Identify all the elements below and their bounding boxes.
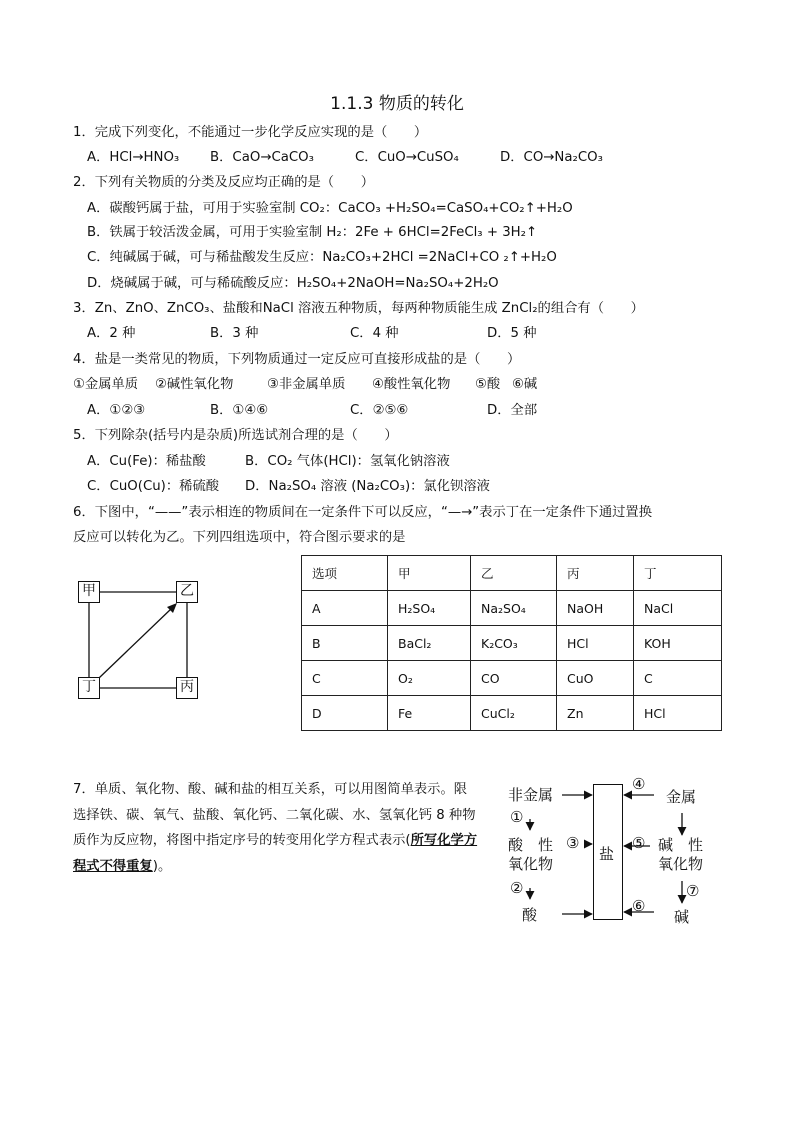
label-metal: 金属 (666, 788, 697, 806)
q4-item-3: ③非金属单质 (267, 377, 346, 392)
table-cell: Fe (388, 696, 471, 731)
q3-option-b: B．3 种 (210, 326, 259, 341)
label-acid-oxide-2: 氧化物 (508, 855, 554, 873)
page-title: 1.1.3 物质的转化 (330, 94, 464, 114)
table-cell: B (302, 626, 388, 661)
diagram-node-yi: 乙 (176, 581, 198, 603)
question-5-stem: 5．下列除杂(括号内是杂质)所选试剂合理的是（ ） (73, 428, 398, 443)
label-acid-oxide-1: 酸 性 (508, 836, 554, 854)
arrow-ding-yi (99, 608, 172, 678)
q3-option-d: D．5 种 (487, 326, 537, 341)
table-cell: A (302, 591, 388, 626)
q1-option-a: A．HCl→HNO₃ (87, 150, 180, 165)
table-row (302, 661, 722, 696)
label-nonmetal: 非金属 (508, 786, 554, 804)
table-cell: C (634, 661, 722, 696)
table-cell: Na₂SO₄ (471, 591, 557, 626)
table-cell: NaOH (557, 591, 634, 626)
diagram-node-bing: 丙 (176, 677, 198, 699)
label-circle-1: ① (510, 808, 524, 826)
table-cell: NaCl (634, 591, 722, 626)
table-cell: C (302, 661, 388, 696)
q2-option-b: B．铁属于较活泼金属，可用于实验室制 H₂：2Fe + 6HCl=2FeCl₃ + 3H₂↑ (87, 225, 538, 240)
table-header-cell: 甲 (388, 556, 471, 591)
label-circle-2: ② (510, 879, 524, 897)
q4-item-4: ④酸性氧化物 (372, 377, 451, 392)
label-acid: 酸 (522, 906, 538, 924)
table-cell: CuO (557, 661, 634, 696)
question-4-stem: 4．盐是一类常见的物质，下列物质通过一定反应可直接形成盐的是（ ） (73, 352, 521, 367)
table-row (302, 591, 722, 626)
q1-option-b: B．CaO→CaCO₃ (210, 150, 314, 165)
label-circle-4: ④ (632, 775, 646, 793)
question-7-line2: 选择铁、碳、氧气、盐酸、氧化钙、二氧化碳、水、氢氧化钙 8 种物 (73, 808, 476, 823)
q3-option-a: A．2 种 (87, 326, 136, 341)
label-salt: 盐 (599, 845, 615, 863)
table-cell: H₂SO₄ (388, 591, 471, 626)
table-cell: O₂ (388, 661, 471, 696)
q4-item-6: ⑥碱 (512, 377, 538, 392)
table-cell: HCl (557, 626, 634, 661)
label-circle-7: ⑦ (686, 882, 700, 900)
table-cell: HCl (634, 696, 722, 731)
q7-line3-emphasis: 所写化学方 (410, 833, 478, 848)
table-header-cell: 选项 (302, 556, 388, 591)
q4-option-d: D．全部 (487, 403, 538, 418)
table-cell: K₂CO₃ (471, 626, 557, 661)
q4-item-1: ①金属单质 (73, 377, 139, 392)
label-circle-3: ③ (566, 834, 580, 852)
q5-option-b: B．CO₂ 气体(HCl)：氢氧化钠溶液 (245, 454, 450, 469)
q7-line4-emphasis: 程式不得重复 (73, 859, 153, 874)
question-2-stem: 2．下列有关物质的分类及反应均正确的是（ ） (73, 175, 374, 190)
q5-option-a: A．Cu(Fe)：稀盐酸 (87, 454, 206, 469)
table-cell: Zn (557, 696, 634, 731)
table-cell: BaCl₂ (388, 626, 471, 661)
q4-option-a: A．①②③ (87, 403, 146, 418)
question-7-line3 (73, 832, 477, 850)
question-6-stem-line1: 6．下图中，“——”表示相连的物质间在一定条件下可以反应，“—→”表示丁在一定条件下通过置换 (73, 505, 653, 520)
q2-option-c: C．纯碱属于碱，可与稀盐酸发生反应：Na₂CO₃+2HCl =2NaCl+CO ₂↑+H₂O (87, 250, 557, 265)
q4-option-c: C．②⑤⑥ (350, 403, 409, 418)
q1-option-c: C．CuO→CuSO₄ (355, 150, 459, 165)
label-circle-6: ⑥ (632, 897, 646, 915)
label-base-oxide-1: 碱 性 (658, 836, 704, 854)
diagram-node-jia: 甲 (78, 581, 100, 603)
q5-option-d: D．Na₂SO₄ 溶液 (Na₂CO₃)：氯化钡溶液 (245, 479, 490, 494)
question-3-stem: 3．Zn、ZnO、ZnCO₃、盐酸和NaCl 溶液五种物质，每两种物质能生成 ZnCl₂的组合有（ ） (73, 301, 644, 316)
question-7-line1: 7．单质、氧化物、酸、碱和盐的相互关系，可以用图简单表示。限 (73, 782, 468, 797)
question-1-stem: 1．完成下列变化，不能通过一步化学反应实现的是（ ） (73, 125, 428, 140)
q5-option-c: C．CuO(Cu)：稀硫酸 (87, 479, 220, 494)
table-header-cell: 乙 (471, 556, 557, 591)
q3-option-c: C．4 种 (350, 326, 399, 341)
table-cell: D (302, 696, 388, 731)
table-row (302, 696, 722, 731)
label-circle-5: ⑤ (632, 834, 646, 852)
table-header-row (302, 556, 722, 591)
q2-option-d: D．烧碱属于碱，可与稀硫酸反应：H₂SO₄+2NaOH=Na₂SO₄+2H₂O (87, 276, 499, 291)
table-header-cell: 丁 (634, 556, 722, 591)
q4-item-2: ②碱性氧化物 (155, 377, 234, 392)
q4-item-5: ⑤酸 (475, 377, 501, 392)
q6-options-table (301, 555, 722, 731)
table-cell: CO (471, 661, 557, 696)
question-7-line4 (73, 858, 171, 876)
question-6-stem-line2: 反应可以转化为乙。下列四组选项中，符合图示要求的是 (73, 530, 406, 545)
q7-line3-text: 质作为反应物，将图中指定序号的转变用化学方程式表示( (73, 833, 411, 848)
label-base: 碱 (674, 908, 690, 926)
diagram-node-ding: 丁 (78, 677, 100, 699)
q2-option-a: A．碳酸钙属于盐，可用于实验室制 CO₂：CaCO₃ +H₂SO₄=CaSO₄+CO₂↑+H₂O (87, 201, 573, 216)
table-cell: KOH (634, 626, 722, 661)
table-cell: CuCl₂ (471, 696, 557, 731)
q7-line4-text: )。 (152, 859, 172, 874)
label-base-oxide-2: 氧化物 (658, 855, 704, 873)
q4-option-b: B．①④⑥ (210, 403, 269, 418)
table-row (302, 626, 722, 661)
q1-option-d: D．CO→Na₂CO₃ (500, 150, 603, 165)
table-header-cell: 丙 (557, 556, 634, 591)
